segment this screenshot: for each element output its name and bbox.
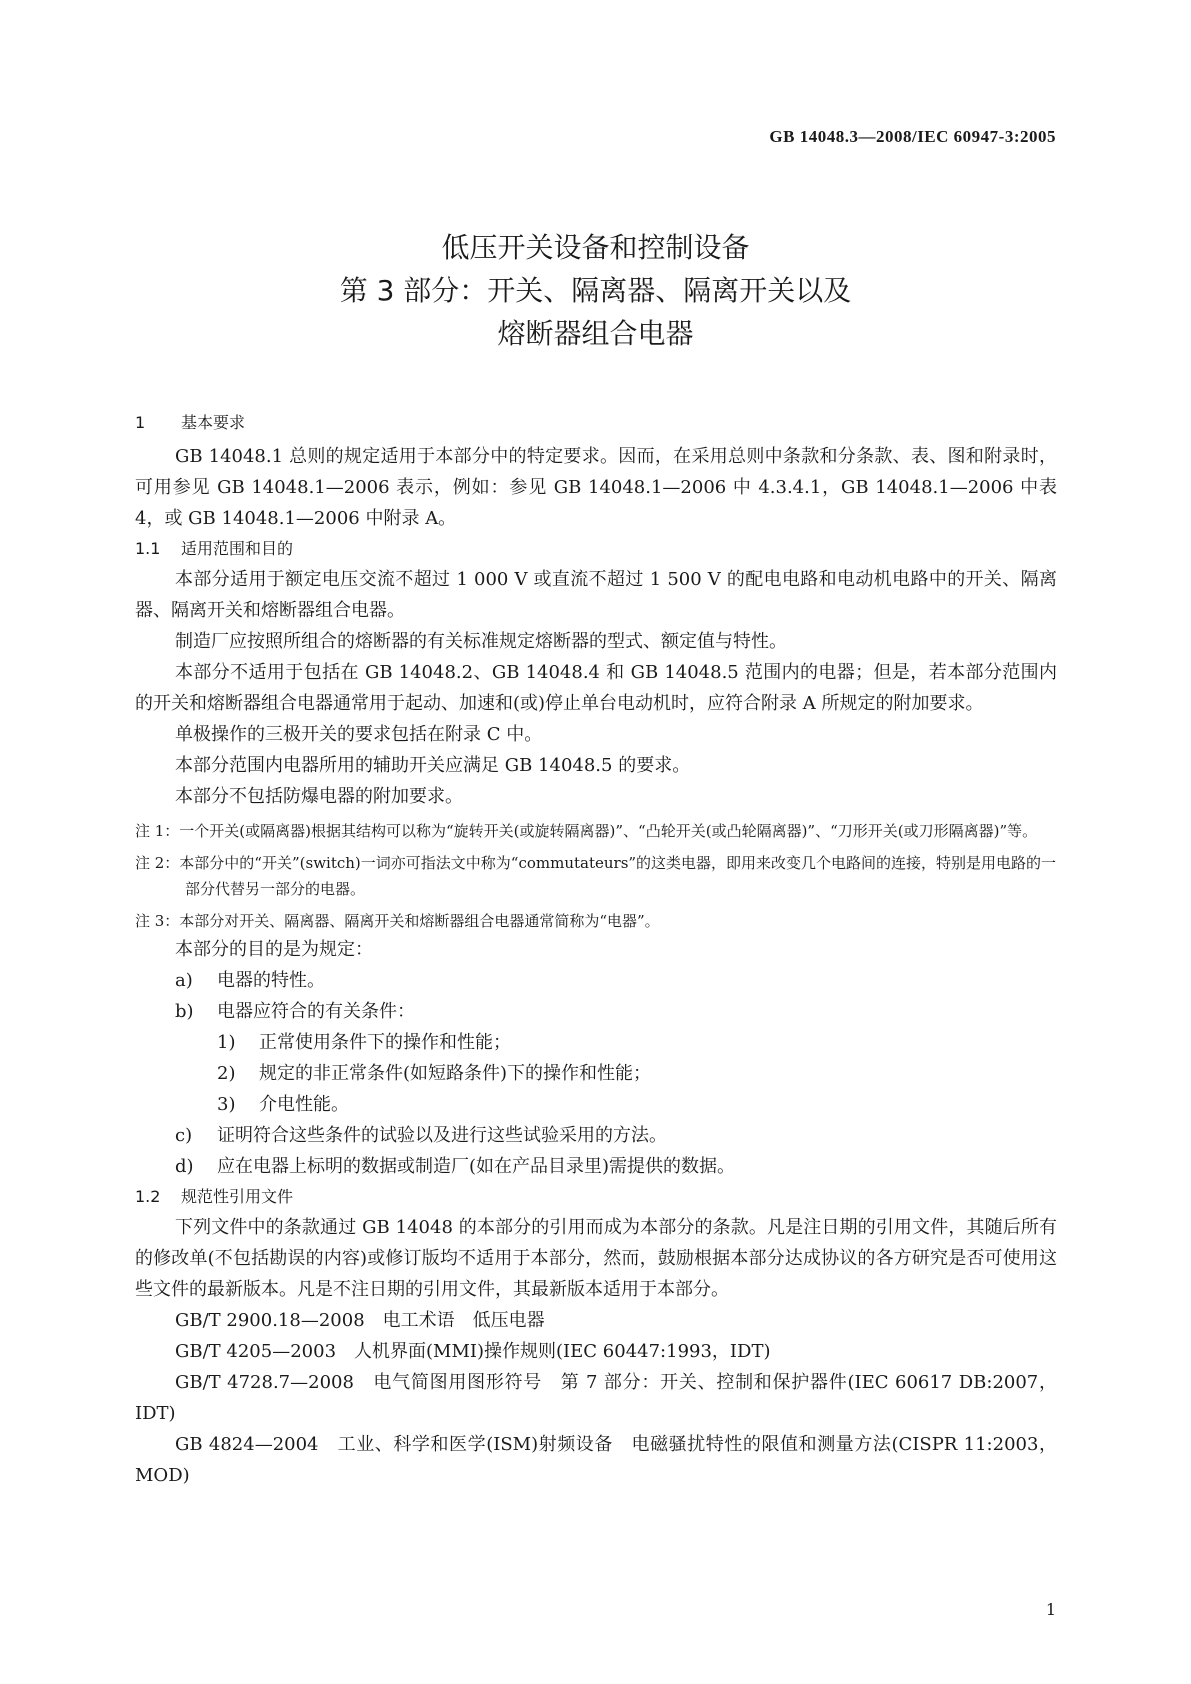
reference-entry: GB/T 4728.7—2008 电气简图用图形符号 第 7 部分：开关、控制和保护器件(IEC 60617 DB:2007，IDT)	[135, 1372, 1057, 1424]
title-line-2: 第 3 部分：开关、隔离器、隔离开关以及	[339, 274, 852, 307]
title-line-3: 熔断器组合电器	[497, 317, 694, 350]
list-text: 正常使用条件下的操作和性能；	[259, 1032, 511, 1053]
page-number: 1	[1045, 1600, 1056, 1619]
subsection-heading	[135, 1182, 1057, 1212]
list-label: c)	[175, 1125, 193, 1146]
sub-list-item	[135, 1027, 1057, 1058]
list-text: 应在电器上标明的数据或制造厂(如在产品目录里)需提供的数据。	[217, 1156, 736, 1177]
title-line-1: 低压开关设备和控制设备	[441, 231, 750, 264]
list-item	[135, 1151, 1057, 1182]
list-text: 电器应符合的有关条件：	[217, 1001, 415, 1022]
list-label: 1)	[217, 1032, 236, 1053]
sub-list-item	[135, 1058, 1057, 1089]
subsection-heading	[135, 534, 1057, 564]
note: 注 1：一个开关(或隔离器)根据其结构可以称为“旋转开关(或旋转隔离器)”、“凸轮开关(或凸轮隔离器)”、“刀形开关(或刀形隔离器)”等。	[135, 822, 1038, 840]
paragraph: 制造厂应按照所组合的熔断器的有关标准规定熔断器的型式、额定值与特性。	[175, 631, 787, 652]
document-title	[0, 226, 1191, 355]
subsection-title: 适用范围和目的	[181, 539, 294, 558]
section-number: 1	[135, 413, 146, 432]
list-item	[135, 1120, 1057, 1151]
standard-code: GB 14048.3—2008/IEC 60947-3:2005	[769, 127, 1056, 146]
section-title: 基本要求	[181, 413, 246, 432]
paragraph: 本部分适用于额定电压交流不超过 1 000 V 或直流不超过 1 500 V 的配电电路和电动机电路中的开关、隔离器、隔离开关和熔断器组合电器。	[135, 569, 1057, 621]
list-label: 3)	[217, 1094, 236, 1115]
document-body	[135, 405, 1057, 1491]
subsection-number: 1.1	[135, 539, 161, 558]
reference-entry: GB/T 4205—2003 人机界面(MMI)操作规则(IEC 60447:1993，IDT)	[175, 1341, 771, 1362]
list-label: d)	[175, 1156, 194, 1177]
list-label: b)	[175, 1001, 194, 1022]
list-text: 证明符合这些条件的试验以及进行这些试验采用的方法。	[217, 1125, 667, 1146]
list-text: 规定的非正常条件(如短路条件)下的操作和性能；	[259, 1063, 652, 1084]
paragraph: 单极操作的三极开关的要求包括在附录 C 中。	[175, 724, 543, 745]
paragraph: 下列文件中的条款通过 GB 14048 的本部分的引用而成为本部分的条款。凡是注日期的引用文件，其随后所有的修改单(不包括勘误的内容)或修订版均不适用于本部分，然而，鼓励根据本部分达成协议的各方研究是否可使用这些文件的最新版本。凡是不注日期的引用文件，其最新版本适用于本部分。	[135, 1217, 1057, 1300]
note: 注 2：本部分中的“开关”(switch)一词亦可指法文中称为“commutateurs”的这类电器，即用来改变几个电路间的连接，特别是用电路的一部分代替另一部分的电器。	[135, 854, 1057, 898]
list-text: 电器的特性。	[217, 970, 325, 991]
list-item	[135, 965, 1057, 996]
section-heading	[135, 405, 1057, 441]
list-label: 2)	[217, 1063, 236, 1084]
list-item	[135, 996, 1057, 1027]
list-text: 介电性能。	[259, 1094, 349, 1115]
reference-entry: GB 4824—2004 工业、科学和医学(ISM)射频设备 电磁骚扰特性的限值和测量方法(CISPR 11:2003，MOD)	[135, 1434, 1057, 1486]
note: 注 3：本部分对开关、隔离器、隔离开关和熔断器组合电器通常简称为“电器”。	[135, 912, 660, 930]
subsection-title: 规范性引用文件	[181, 1187, 294, 1206]
paragraph: 本部分范围内电器所用的辅助开关应满足 GB 14048.5 的要求。	[175, 755, 691, 776]
paragraph: 本部分的目的是为规定：	[175, 939, 373, 960]
list-label: a)	[175, 970, 193, 991]
subsection-number: 1.2	[135, 1187, 161, 1206]
paragraph: 本部分不包括防爆电器的附加要求。	[175, 786, 463, 807]
paragraph: GB 14048.1 总则的规定适用于本部分中的特定要求。因而，在采用总则中条款和分条款、表、图和附录时，可用参见 GB 14048.1—2006 表示，例如：参见 GB 14048.1—2006 中 4.3.4.1，GB 14048.1—2006 中表 4，或 GB 14048.1—2006 中附录 A。	[135, 446, 1057, 529]
paragraph: 本部分不适用于包括在 GB 14048.2、GB 14048.4 和 GB 14048.5 范围内的电器；但是，若本部分范围内的开关和熔断器组合电器通常用于起动、加速和(或)停止单台电动机时，应符合附录 A 所规定的附加要求。	[135, 662, 1057, 714]
sub-list-item	[135, 1089, 1057, 1120]
reference-entry: GB/T 2900.18—2008 电工术语 低压电器	[175, 1310, 545, 1331]
